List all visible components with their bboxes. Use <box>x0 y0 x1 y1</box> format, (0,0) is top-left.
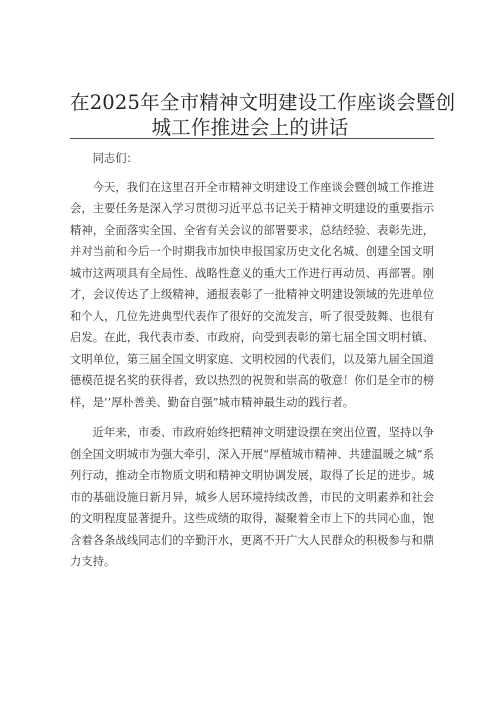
document-title <box>70 90 456 140</box>
document-body <box>70 148 434 573</box>
greeting: 同志们： <box>92 152 138 165</box>
title-underline <box>70 138 434 139</box>
paragraph-1: 今天，我们在这里召开全市精神文明建设工作座谈会暨创城工作推进会，主要任务是深入学习贯彻习近平总书记关于精神文明建设的重要指示精神，全面落实全国、全省有关会议的部署要求，总结经验、表彰先进，并对当前和今后一个时期我市加快申报国家历史文化名城、创建全国文明城市这两项具有全局性、战略性意义的重大工作进行再动员、再部署。刚才，会议传达了上级精神，通报表彰了一批精神文明建设领域的先进单位和个人，几位先进典型代表作了很好的交流发言，听了很受鼓舞、也很有启发。在此，我代表市委、市政府，向受到表彰的第七届全国文明村镇、文明单位，第三届全国文明家庭、文明校园的代表们，以及第九届全国道德模范提名奖的获得者，致以热烈的祝贺和崇高的敬意！你们是全市的榜样，是’’厚朴善美、勤奋自强”城市精神最生动的践行者。 <box>70 180 434 409</box>
title-line-1: 在2025年全市精神文明建设工作座谈会暨创 <box>70 91 456 114</box>
title-line-2: 城工作推进会上的讲话 <box>151 116 349 139</box>
paragraph-2: 近年来，市委、市政府始终把精神文明建设摆在突出位置，坚持以争创全国文明城市为强大牵引，深入开展“厚植城市精神、共建温暖之城”系列行动，推动全市物质文明和精神文明协调发展，取得了长足的进步。城市的基础设施日新月异，城乡人居环境持续改善，市民的文明素养和社会的文明程度显著提升。这些成绩的取得，凝聚着全市上下的共同心血，饱含着各条战线同志们的辛勤汗水，更离不开广大人民群众的积极参与和鼎力支持。 <box>70 426 434 568</box>
